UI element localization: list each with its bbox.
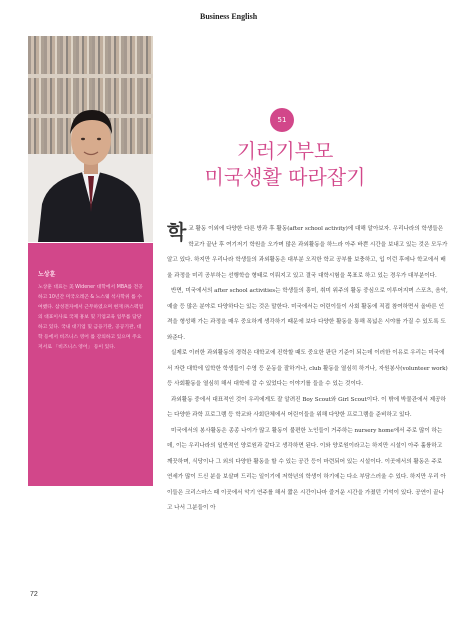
paragraph: 반면, 미국에서의 after school activities는 학생들의 흥미, 취미 위주의 활동 중심으로 이루어지며 스포츠, 음악, 예술 등 많은 분야로 다양하다는 있는 것은 말한다. 미국에서는 어린이들이 사회 활동에 직접 참여하면서 올바른 인격을 형성해 가는 과정을 매우 중요하게 생각하기 때문에 보다 다양한 활동을 통해 폭넓은 시야를 가질 수 있도록 도와준다. bbox=[167, 288, 448, 341]
paragraph-text: 교 활동 이외에 다양한 다른 방과 후 활동(after school activity)에 대해 알아보자. 우리나라의 학생들은 학교가 끝난 후 여기저기 학원을 오가며 많은 과외활동을 하느라 아주 바쁜 시간을 보내고 있는 것은 모두가 알고 있다. 하지만 우리나라 학생들의 과외활동은 대부분 오직한 학교 공부를 보충하고, 입 이런 후에나 학교에서 배울 과정을 미리 공부하는 선행학습 형태로 이뤄지고 있고 결국 대학시험을 목표로 하고 있는 경우가 대부분이다. bbox=[167, 226, 448, 279]
issue-number-badge: 51 bbox=[270, 108, 294, 132]
article-title bbox=[200, 138, 370, 190]
title-line-1: 기러기부모 bbox=[236, 139, 334, 163]
running-header: Business English bbox=[200, 12, 258, 21]
article-body bbox=[167, 222, 449, 517]
author-name: 노상훈 bbox=[38, 271, 56, 278]
paragraph: 과외활동 중에서 대표적인 것이 우리에게도 잘 알려진 Boy Scout와 Girl Scout이다. 이 밖에 박물관에서 제공하는 다양한 과학 프로그램 등 학교와 사회단체에서 어린이들을 위해 다양한 프로그램을 준비하고 있다. bbox=[167, 396, 446, 418]
paragraph: 미국에서의 봉사활동은 종종 나이가 많고 활동이 불편한 노인들이 거주하는 nursery home에서 주로 많이 하는데, 이는 우리나라의 일반적인 양로원과 같다고 생각하면 된다. 이와 양로원이라고는 하지만 시설이 아주 훌륭하고 깨끗하며, 식당이나 그 외의 다양한 활동을 할 수 있는 공간 등이 마련되어 있는 시설이다. 이곳에서의 활동은 주로 연세가 많이 드신 분을 보살펴 드리는 일이기에 저학년의 학생이 하기에는 다소 부담스러울 수 있다. 하지만 우리 아이들은 크리스마스 때 이곳에서 악기 연주를 해서 짧은 시간이나마 즐거운 시간을 가졌던 기억이 있다. 공연이 끝나고 나서 그분들이 아 bbox=[167, 427, 446, 511]
paragraph: 실제로 이러한 과외활동의 경력은 대학교에 진학할 때도 중요한 판단 기준이 되는데 이러한 이유로 우리는 미국에서 자란 대학에 입학한 학생들이 수영 등 운동을 잘하거나, club 활동을 열심히 하거나, 자원봉사(volunteer work) 등 사회활동을 열심히 해서 대학에 갈 수 있었다는 이야기를 들을 수 있는 것이다. bbox=[167, 350, 448, 387]
portrait-figure bbox=[28, 36, 153, 242]
paragraph bbox=[167, 222, 449, 284]
page-number: 72 bbox=[30, 591, 38, 598]
author-photo bbox=[28, 36, 153, 242]
author-sidebar bbox=[28, 243, 153, 486]
drop-cap: 학 bbox=[167, 220, 187, 244]
author-bio: 노상훈 대표는 美 Widener 대학에서 MBA를 전공하고 10년간 미국오레곤 & 노스웨 석사학위 를 수여했다. 삼성전자에서 근무하였으며 현재 ㈜스펙업의 대표이사로 국제 홍보 및 기업교육 업무를 담당하고 있다. 국내 대기업 및 금융기관, 공공기관, 대학 등에서 비즈니스 영어 를 강의하고 있으며 주요 저서로 「비즈니스 영어」 등이 있다. bbox=[38, 285, 144, 350]
title-line-2: 미국생활 따라잡기 bbox=[204, 165, 366, 189]
